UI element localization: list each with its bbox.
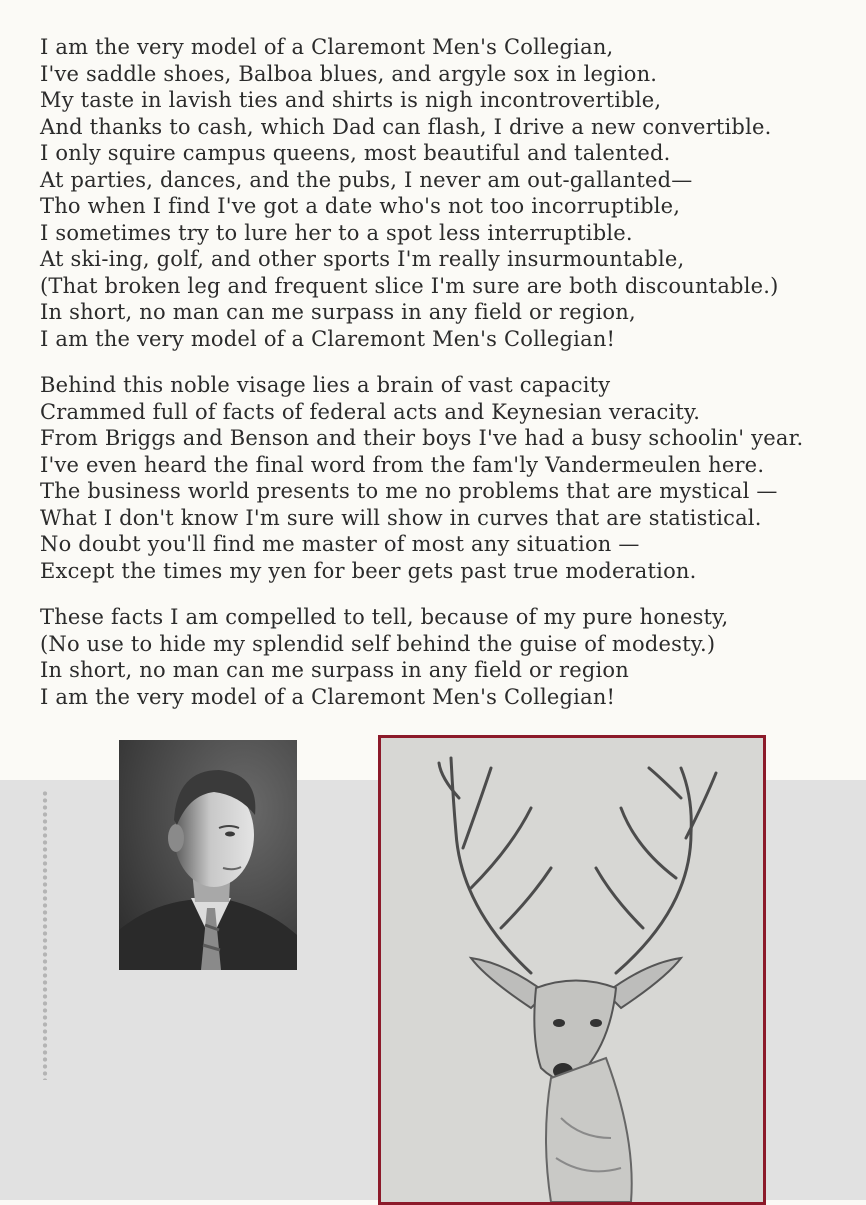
portrait-photo — [119, 740, 297, 970]
poem-line: From Briggs and Benson and their boys I've had a busy schoolin' year. — [40, 426, 804, 450]
poem-line: At ski-ing, golf, and other sports I'm really insurmountable, — [40, 247, 685, 271]
poem-line: I sometimes try to lure her to a spot less interruptible. — [40, 220, 633, 245]
poem-line: I've saddle shoes, Balboa blues, and argyle sox in legion. — [40, 61, 658, 86]
poem-line: My taste in lavish ties and shirts is nigh incontrovertible, — [40, 88, 662, 112]
poem-line: (No use to hide my splendid self behind the guise of modesty.) — [40, 631, 716, 656]
poem-stanza-3 — [40, 604, 860, 710]
poem-line: In short, no man can me surpass in any field or region — [40, 658, 629, 682]
poem-line: I've even heard the final word from the fam'ly Vandermeulen here. — [40, 452, 765, 477]
poem — [40, 34, 860, 730]
poem-line: Behind this noble visage lies a brain of vast capacity — [40, 373, 611, 397]
poem-line: (That broken leg and frequent slice I'm sure are both discountable.) — [40, 273, 779, 298]
poem-line: And thanks to cash, which Dad can flash, I drive a new convertible. — [40, 114, 772, 139]
poem-line: These facts I am compelled to tell, because of my pure honesty, — [40, 605, 729, 629]
poem-line: Tho when I find I've got a date who's not too incorruptible, — [40, 194, 681, 218]
poem-line: At parties, dances, and the pubs, I never am out-gallanted— — [40, 167, 693, 192]
poem-line: Except the times my yen for beer gets past true moderation. — [40, 558, 697, 583]
poem-line: I only squire campus queens, most beautiful and talented. — [40, 141, 671, 165]
poem-line: The business world presents to me no problems that are mystical — — [40, 479, 778, 503]
deer-sketch-icon — [381, 738, 763, 1202]
poem-line: Crammed full of facts of federal acts and Keynesian veracity. — [40, 399, 701, 424]
deer-sketch-frame — [378, 735, 766, 1205]
poem-stanza-1 — [40, 34, 860, 352]
poem-line: I am the very model of a Claremont Men's Collegian! — [40, 684, 616, 709]
poem-line: In short, no man can me surpass in any field or region, — [40, 300, 636, 324]
poem-line: What I don't know I'm sure will show in curves that are statistical. — [40, 505, 762, 530]
poem-stanza-2 — [40, 372, 860, 584]
poem-line: No doubt you'll find me master of most any situation — — [40, 532, 640, 556]
poem-line: I am the very model of a Claremont Men's Collegian, — [40, 35, 614, 59]
poem-line: I am the very model of a Claremont Men's Collegian! — [40, 326, 616, 351]
dotted-margin-rule — [42, 790, 48, 1080]
